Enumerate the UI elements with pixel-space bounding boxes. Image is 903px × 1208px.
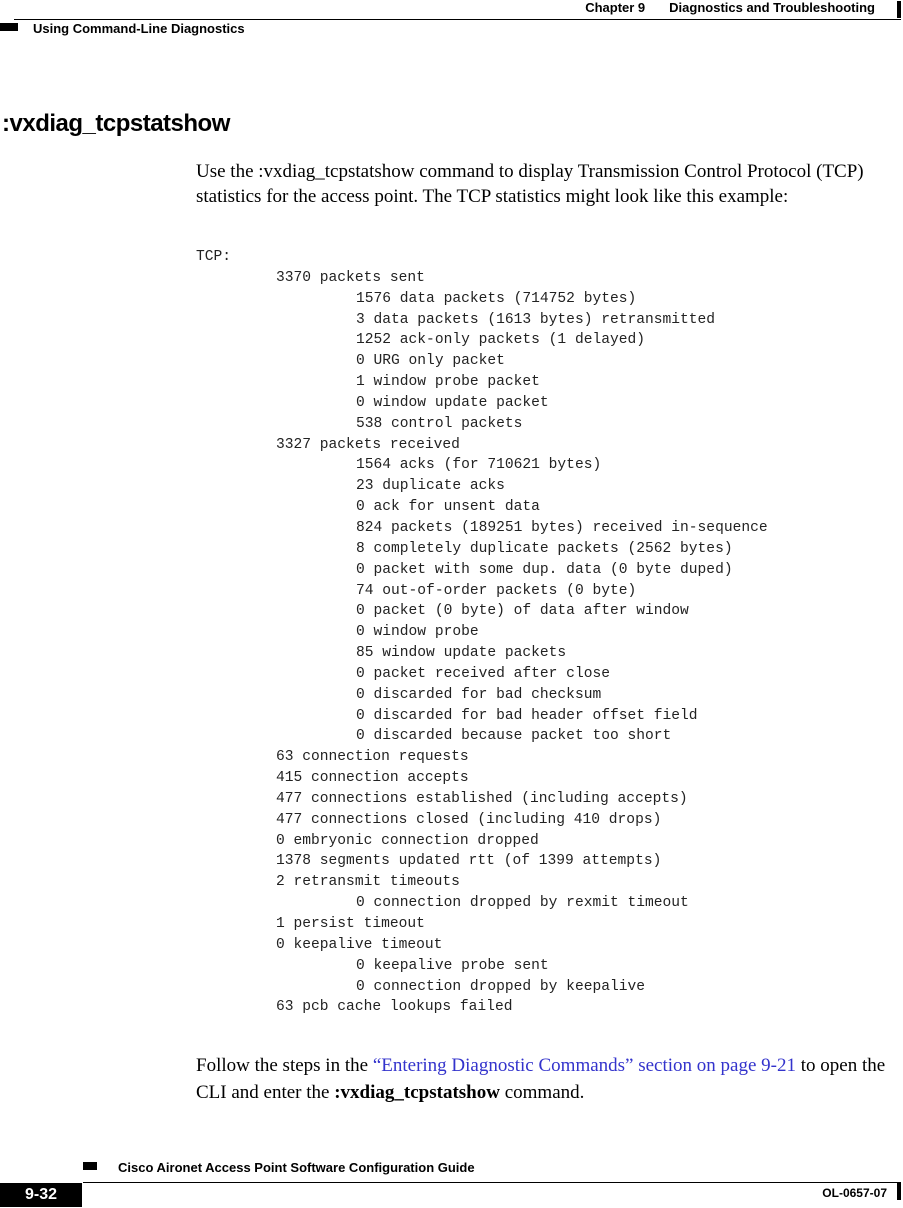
code-line: 1 window probe packet bbox=[356, 374, 540, 391]
chapter-header bbox=[585, 0, 875, 15]
section-header: Using Command-Line Diagnostics bbox=[33, 21, 245, 36]
code-line: 63 connection requests bbox=[276, 749, 469, 766]
code-line: 0 window probe bbox=[356, 624, 479, 641]
code-line: 1 persist timeout bbox=[276, 916, 425, 932]
code-line: 63 pcb cache lookups failed bbox=[276, 999, 513, 1016]
code-line: 3327 packets received bbox=[276, 436, 460, 453]
tcp-statistics-output bbox=[196, 247, 768, 1018]
code-line: 1378 segments updated rtt (of 1399 attempts) bbox=[276, 853, 662, 870]
code-line: 1576 data packets (714752 bytes) bbox=[356, 290, 637, 307]
code-line: 0 connection dropped by keepalive bbox=[356, 978, 646, 995]
cross-reference-link[interactable]: “Entering Diagnostic Commands” section on page 9-21 bbox=[372, 1055, 796, 1076]
header-right-bar bbox=[897, 1, 901, 18]
code-line: 0 embryonic connection dropped bbox=[276, 832, 539, 849]
code-line: 3370 packets sent bbox=[276, 269, 425, 286]
footer-left-block bbox=[83, 1162, 97, 1170]
code-line: 74 out-of-order packets (0 byte) bbox=[356, 582, 637, 599]
code-line: 0 ack for unsent data bbox=[356, 499, 540, 516]
code-line: 0 discarded for bad checksum bbox=[356, 686, 602, 703]
chapter-label: Chapter 9 bbox=[585, 0, 646, 15]
code-line: 477 connections closed (including 410 drops) bbox=[276, 811, 662, 828]
code-line: 23 duplicate acks bbox=[356, 478, 505, 495]
code-line: 0 discarded because packet too short bbox=[356, 728, 672, 745]
follow-prefix: Follow the steps in the bbox=[196, 1055, 373, 1076]
code-line: 85 window update packets bbox=[356, 645, 567, 662]
footer-right-bar bbox=[897, 1183, 901, 1200]
follow-middle: to open the CLI and enter the bbox=[196, 1055, 886, 1103]
code-line: 824 packets (189251 bytes) received in-sequence bbox=[356, 519, 768, 536]
code-line: 8 completely duplicate packets (2562 bytes) bbox=[356, 540, 733, 557]
chapter-title: Diagnostics and Troubleshooting bbox=[669, 0, 875, 15]
code-line: 1564 acks (for 710621 bytes) bbox=[356, 457, 602, 474]
code-line: 538 control packets bbox=[356, 415, 523, 432]
code-line: 0 packet with some dup. data (0 byte duped) bbox=[356, 561, 733, 578]
section-title: :vxdiag_tcpstatshow bbox=[2, 110, 230, 137]
code-line: 0 packet (0 byte) of data after window bbox=[356, 603, 689, 620]
code-line: 0 connection dropped by rexmit timeout bbox=[356, 895, 689, 912]
code-line: 477 connections established (including accepts) bbox=[276, 790, 688, 807]
follow-paragraph bbox=[196, 1052, 901, 1106]
code-line: 0 keepalive probe sent bbox=[356, 957, 549, 974]
code-line: 0 packet received after close bbox=[356, 665, 610, 682]
footer-rule bbox=[83, 1182, 901, 1183]
code-line: TCP: bbox=[196, 249, 232, 265]
header-left-block bbox=[0, 23, 18, 31]
code-line: 3 data packets (1613 bytes) retransmitted bbox=[356, 311, 716, 328]
code-line: 1252 ack-only packets (1 delayed) bbox=[356, 332, 646, 349]
code-line: 2 retransmit timeouts bbox=[276, 874, 460, 891]
code-line: 0 URG only packet bbox=[356, 353, 505, 370]
code-line: 0 window update packet bbox=[356, 394, 549, 411]
page-number: 9-32 bbox=[0, 1183, 82, 1207]
follow-suffix: command. bbox=[499, 1082, 585, 1103]
document-number: OL-0657-07 bbox=[822, 1186, 887, 1200]
book-title: Cisco Aironet Access Point Software Configuration Guide bbox=[118, 1160, 475, 1175]
code-line: 0 keepalive timeout bbox=[276, 936, 443, 953]
intro-paragraph: Use the :vxdiag_tcpstatshow command to display Transmission Control Protocol (TCP) statistics for the access point. The TCP statistics might look like this example: bbox=[196, 161, 864, 207]
code-line: 415 connection accepts bbox=[276, 770, 469, 787]
header-rule bbox=[14, 19, 901, 20]
command-name: :vxdiag_tcpstatshow bbox=[334, 1082, 500, 1103]
code-line: 0 discarded for bad header offset field bbox=[356, 707, 698, 724]
